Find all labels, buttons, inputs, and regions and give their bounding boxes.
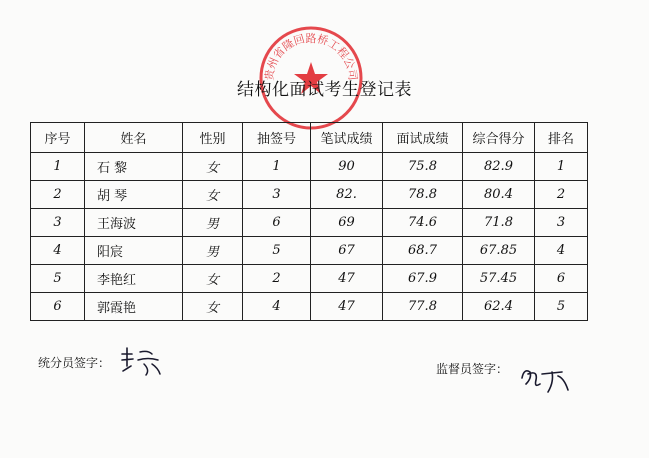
svg-text:贵州省隆回路桥工程公司: 贵州省隆回路桥工程公司 — [262, 31, 360, 82]
cell-written: 69 — [311, 209, 383, 237]
scorer-signature-label: 统分员签字： — [38, 356, 111, 370]
cell-gender: 男 — [183, 237, 243, 265]
cell-seq: 6 — [31, 293, 85, 321]
cell-seq: 3 — [31, 209, 85, 237]
cell-written: 47 — [311, 293, 383, 321]
cell-written: 47 — [311, 265, 383, 293]
cell-lot: 4 — [243, 293, 311, 321]
col-header-lot: 抽签号 — [243, 123, 311, 153]
col-header-interview: 面试成绩 — [383, 123, 463, 153]
cell-interview: 77.8 — [383, 293, 463, 321]
cell-name: 石 黎 — [85, 153, 183, 181]
cell-written: 90 — [311, 153, 383, 181]
cell-interview: 67.9 — [383, 265, 463, 293]
cell-total: 80.4 — [463, 181, 535, 209]
cell-interview: 75.8 — [383, 153, 463, 181]
cell-total: 67.85 — [463, 237, 535, 265]
cell-seq: 1 — [31, 153, 85, 181]
cell-rank: 4 — [535, 237, 588, 265]
cell-name: 阳宸 — [85, 237, 183, 265]
cell-lot: 5 — [243, 237, 311, 265]
page-title: 结构化面试考生登记表 — [237, 80, 412, 100]
cell-seq: 2 — [31, 181, 85, 209]
cell-gender: 女 — [183, 293, 243, 321]
table-row — [31, 237, 588, 265]
cell-interview: 68.7 — [383, 237, 463, 265]
header-row — [31, 123, 588, 153]
col-header-seq: 序号 — [31, 123, 85, 153]
table-row — [31, 153, 588, 181]
score-table — [30, 122, 588, 321]
col-header-written: 笔试成绩 — [311, 123, 383, 153]
cell-lot: 6 — [243, 209, 311, 237]
cell-name: 郭霞艳 — [85, 293, 183, 321]
cell-gender: 男 — [183, 209, 243, 237]
cell-interview: 78.8 — [383, 181, 463, 209]
supervisor-signature — [518, 364, 578, 396]
cell-written: 82. — [311, 181, 383, 209]
cell-rank: 6 — [535, 265, 588, 293]
cell-interview: 74.6 — [383, 209, 463, 237]
cell-rank: 5 — [535, 293, 588, 321]
cell-seq: 5 — [31, 265, 85, 293]
cell-rank: 1 — [535, 153, 588, 181]
cell-total: 82.9 — [463, 153, 535, 181]
cell-total: 71.8 — [463, 209, 535, 237]
cell-lot: 1 — [243, 153, 311, 181]
cell-rank: 3 — [535, 209, 588, 237]
col-header-gender: 性别 — [183, 123, 243, 153]
cell-written: 67 — [311, 237, 383, 265]
cell-lot: 3 — [243, 181, 311, 209]
cell-gender: 女 — [183, 153, 243, 181]
table-row — [31, 181, 588, 209]
cell-lot: 2 — [243, 265, 311, 293]
cell-total: 62.4 — [463, 293, 535, 321]
cell-rank: 2 — [535, 181, 588, 209]
cell-gender: 女 — [183, 181, 243, 209]
col-header-name: 姓名 — [85, 123, 183, 153]
cell-name: 李艳红 — [85, 265, 183, 293]
cell-total: 57.45 — [463, 265, 535, 293]
scorer-signature — [118, 344, 168, 378]
col-header-total: 综合得分 — [463, 123, 535, 153]
table-row — [31, 265, 588, 293]
table-row — [31, 293, 588, 321]
col-header-rank: 排名 — [535, 123, 588, 153]
cell-name: 胡 琴 — [85, 181, 183, 209]
cell-name: 王海波 — [85, 209, 183, 237]
cell-gender: 女 — [183, 265, 243, 293]
table-row — [31, 209, 588, 237]
supervisor-signature-label: 监督员签字： — [436, 362, 509, 376]
cell-seq: 4 — [31, 237, 85, 265]
